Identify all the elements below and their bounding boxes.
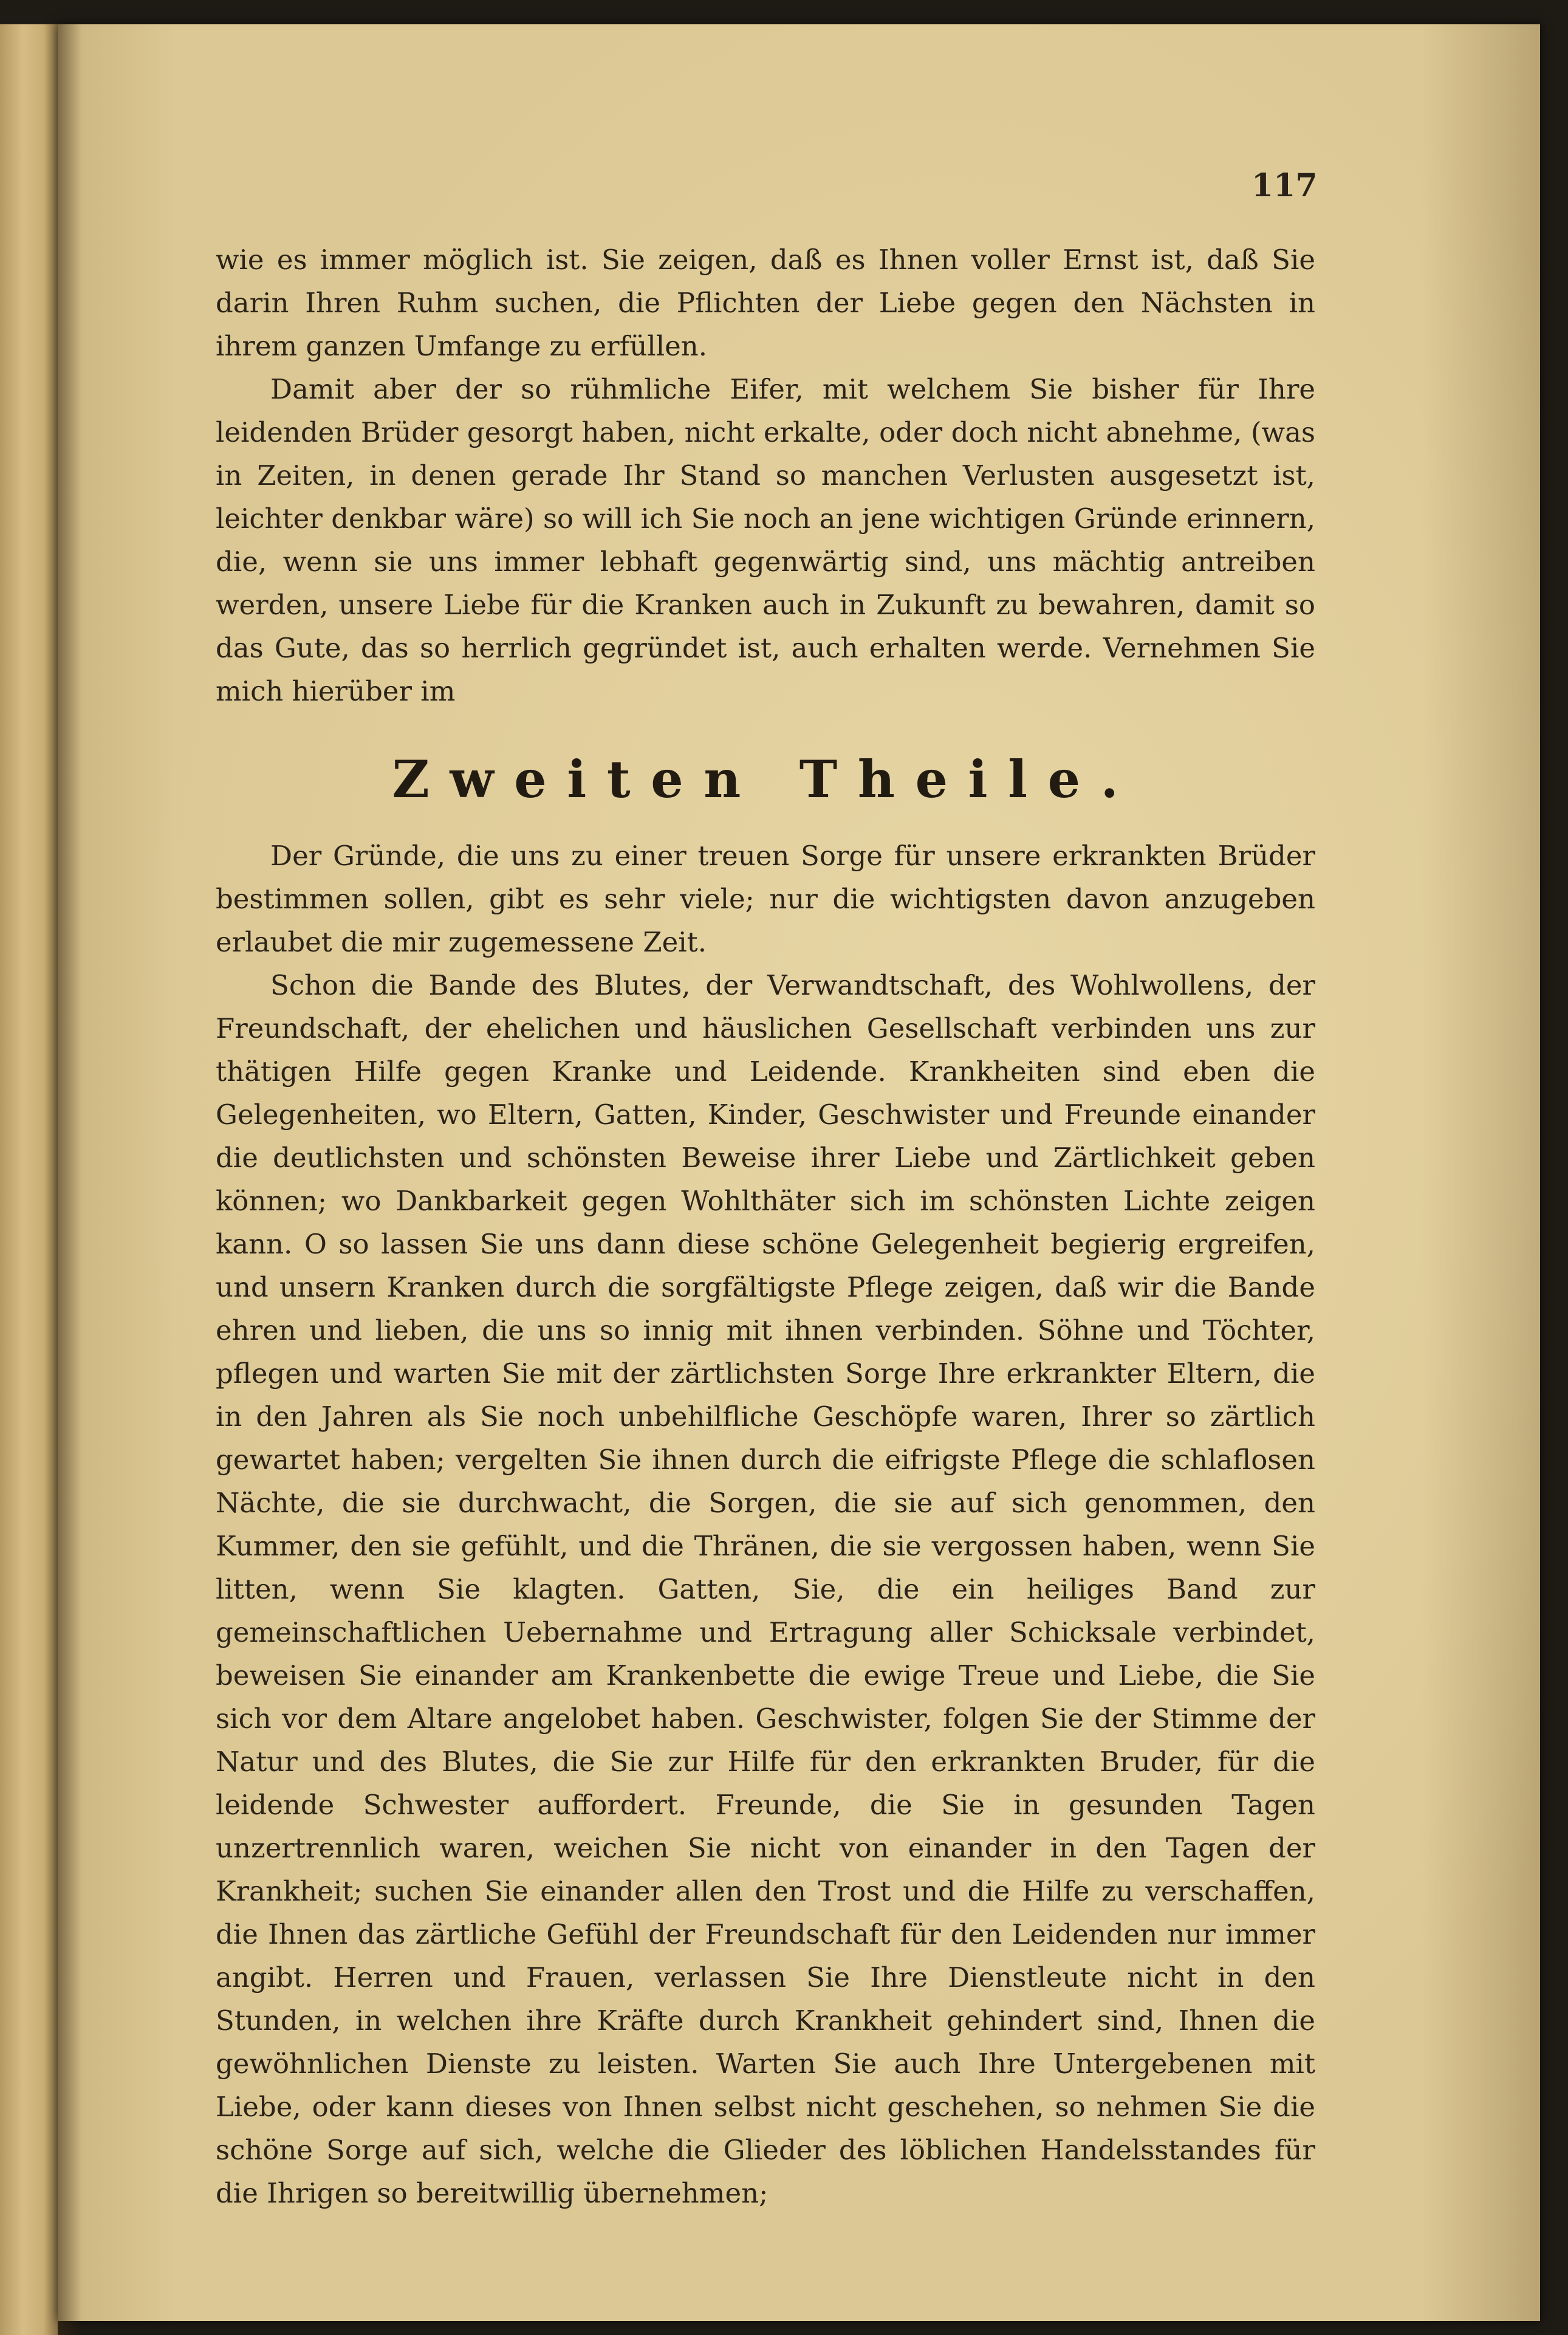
paragraph: Der Gründe, die uns zu einer treuen Sorge für unsere erkrankten Brüder bestimmen sollen, gibt es sehr viele; nur die wichtigsten davon anzugeben erlaubet die mir zugemessene Zeit. [216,840,1315,958]
gutter-shadow [58,24,82,2335]
left-page-edge [0,24,58,2335]
page-body [216,238,1315,2215]
page-number: 117 [1251,167,1318,204]
paragraph-continued: wie es immer möglich ist. Sie zeigen, daß es Ihnen voller Ernst ist, daß Sie darin Ihren Ruhm suchen, die Pflichten der Liebe gegen den Nächsten in ihrem ganzen Umfange zu erfüllen. [216,244,1315,362]
section-heading: Zweiten Theile. [392,749,1139,809]
paragraph: Damit aber der so rühmliche Eifer, mit welchem Sie bisher für Ihre leidenden Brüder gesorgt haben, nicht erkalte, oder doch nicht abnehme, (was in Zeiten, in denen gerade Ihr Stand so manchen Verlusten ausgesetzt ist, leichter denkbar wäre) so will ich Sie noch an jene wichtigen Gründe erinnern, die, wenn sie uns immer lebhaft gegenwärtig sind, uns mächtig antreiben werden, unsere Liebe für die Kranken auch in Zukunft zu bewahren, damit so das Gute, das so herrlich gegründet ist, auch erhalten werde. Vernehmen Sie mich hierüber im [216,373,1315,707]
paragraph: Schon die Bande des Blutes, der Verwandtschaft, des Wohlwollens, der Freundschaft, der ehelichen und häuslichen Gesellschaft verbinden uns zur thätigen Hilfe gegen Kranke und Leidende. Krankheiten sind eben die Gelegenheiten, wo Eltern, Gatten, Kinder, Geschwister und Freunde einander die deutlichsten und schönsten Beweise ihrer Liebe und Zärtlichkeit geben können; wo Dankbarkeit gegen Wohlthäter sich im schönsten Lichte zeigen kann. O so lassen Sie uns dann diese schöne Gelegenheit begierig ergreifen, und unsern Kranken durch die sorgfältigste Pflege zeigen, daß wir die Bande ehren und lieben, die uns so innig mit ihnen verbinden. Söhne und Töchter, pflegen und warten Sie mit der zärtlichsten Sorge Ihre erkrankter Eltern, die in den Jahren als Sie noch unbehilfliche Geschöpfe waren, Ihrer so zärtlich gewartet haben; vergelten Sie ihnen durch die eifrigste Pflege die schlaflosen Nächte, die sie durchwacht, die Sorgen, die sie auf sich genommen, den Kummer, den sie gefühlt, und die Thränen, die sie vergossen haben, wenn Sie litten, wenn Sie klagten. Gatten, Sie, die ein heiliges Band zur gemeinschaftlichen Uebernahme und Ertragung aller Schicksale verbindet, beweisen Sie einander am Krankenbette die ewige Treue und Liebe, die Sie sich vor dem Altare angelobet haben. Geschwister, folgen Sie der Stimme der Natur und des Blutes, die Sie zur Hilfe für den erkrankten Bruder, für die leidende Schwester auffordert. Freunde, die Sie in gesunden Tagen unzertrennlich waren, weichen Sie nicht von einander in den Tagen der Krankheit; suchen Sie einander allen den Trost und die Hilfe zu verschaffen, die Ihnen das zärtliche Gefühl der Freundschaft für den Leidenden nur immer angibt. Herren und Frauen, verlassen Sie Ihre Dienstleute nicht in den Stunden, in welchen ihre Kräfte durch Krankheit gehindert sind, Ihnen die gewöhnlichen Dienste zu leisten. Warten Sie auch Ihre Untergebenen mit Liebe, oder kann dieses von Ihnen selbst nicht geschehen, so nehmen Sie die schöne Sorge auf sich, welche die Glieder des löblichen Handelsstandes für die Ihrigen so bereitwillig übernehmen; [216,969,1315,2209]
